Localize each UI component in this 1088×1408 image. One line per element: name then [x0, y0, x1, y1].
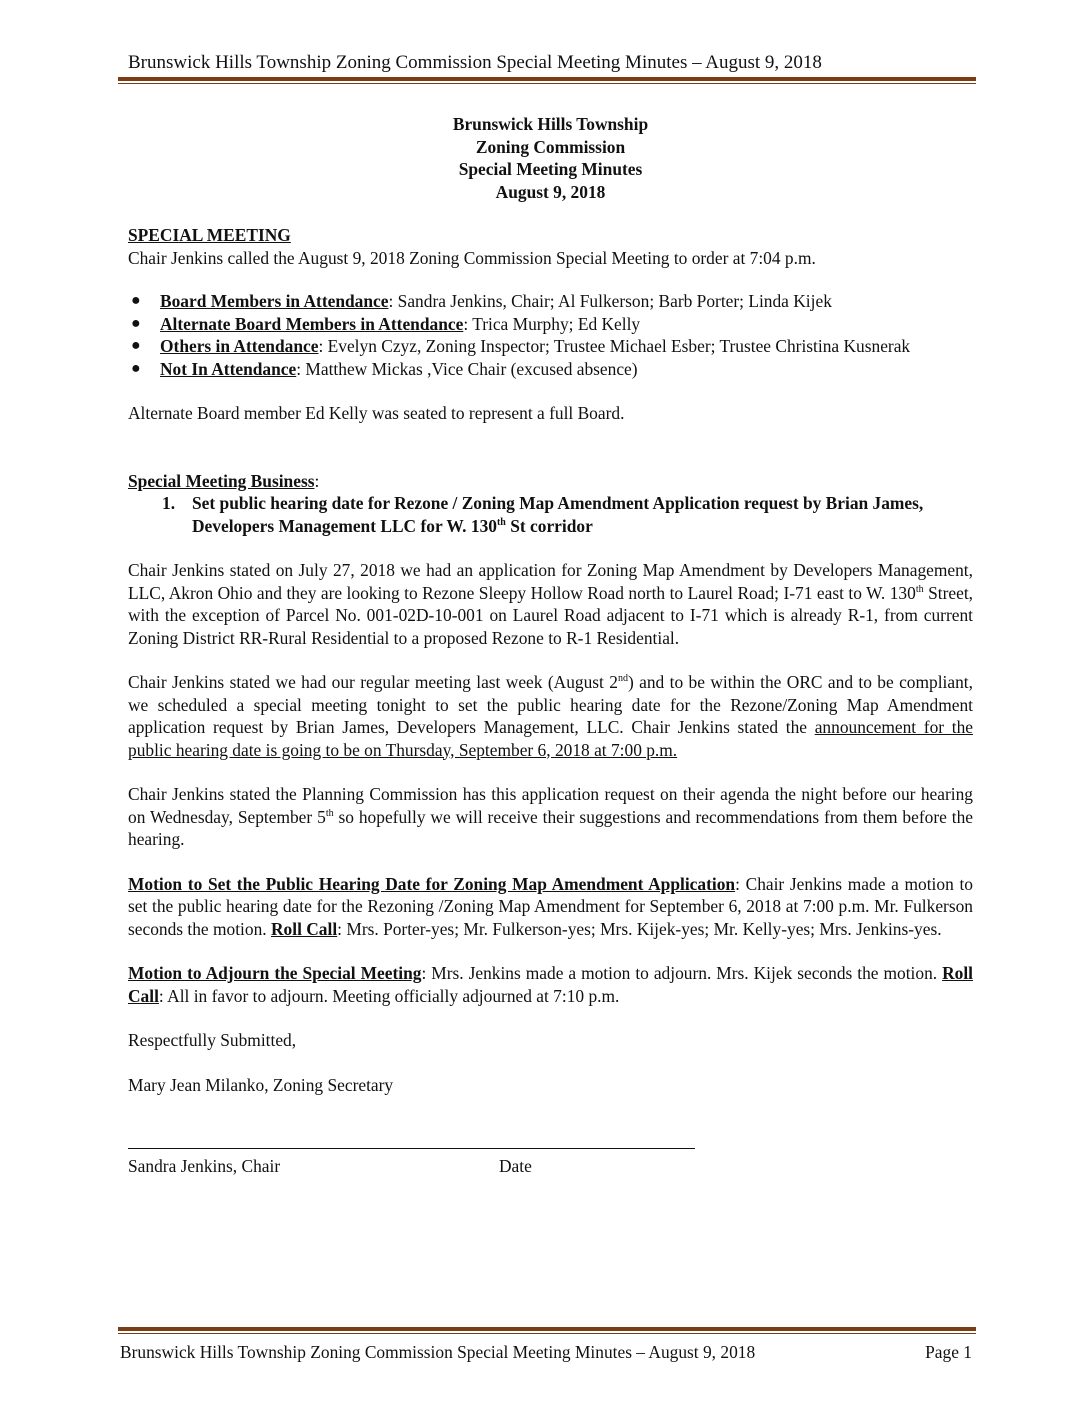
spacer: [128, 649, 973, 671]
header-rule-thin: [118, 83, 976, 84]
item-number: 1.: [162, 493, 176, 513]
secretary-name: Mary Jean Milanko, Zoning Secretary: [128, 1074, 394, 1095]
attendance-text: : Trica Murphy; Ed Kelly: [463, 313, 641, 334]
superscript: nd: [617, 673, 628, 685]
spacer: [128, 425, 973, 470]
spacer: [128, 761, 973, 783]
hearing-announcement: announcement for the public hearing date is going to be on Thursday, September 6, 2018 at 7:00 p.m.: [128, 717, 973, 760]
footer-rule-thin: [118, 1333, 976, 1334]
business-heading-line: [128, 470, 973, 493]
signature-date-label: Date: [499, 1156, 532, 1176]
paragraph-regular-meeting: [128, 671, 973, 761]
paragraph-text: Street, with the exception of Parcel No. 001-02D-10-001 on Laurel Road adjacent to I-71 which is already R-1, from current Zoning District RR-Rural Residential to a proposed Rezone to R-1 Residential.: [128, 582, 973, 648]
motion-text: : Chair Jenkins made a motion to set the public hearing date for the Rezoning /Zoning Map Amendment for September 6, 2018 at 7:00 p.m. Mr. Fulkerson seconds the motion.: [128, 873, 973, 939]
document-title: [128, 113, 973, 203]
page-number: Page 1: [925, 1342, 972, 1362]
document-body: [128, 113, 973, 1179]
motion-label: Motion to Adjourn the Special Meeting: [128, 963, 422, 983]
paragraph-text: ) and to be within the ORC and to be compliant, we scheduled a special meeting tonight to set the public hearing date for the Rezone/Zoning Map Amendment application request by Brian James, Developers Management, LLC. Chair Jenkins stated the: [128, 672, 973, 737]
attendance-text: : Sandra Jenkins, Chair; Al Fulkerson; Barb Porter; Linda Kijek: [388, 291, 832, 311]
title-commission: Zoning Commission: [475, 136, 626, 157]
title-date: August 9, 2018: [495, 181, 606, 202]
superscript: th: [915, 583, 924, 595]
item-text: Set public hearing date for Rezone / Zoning Map Amendment Application request by Brian James, Developers Management LLC for W. 130: [192, 493, 924, 536]
bullet-icon: ●: [131, 292, 141, 309]
attendance-list: [128, 290, 973, 380]
attendance-alternate-members: [128, 313, 973, 336]
motion-text: : Mrs. Jenkins made a motion to adjourn. Mrs. Kijek seconds the motion.: [421, 963, 943, 983]
business-item-1: [128, 492, 973, 537]
attendance-label: Not In Attendance: [160, 358, 297, 379]
running-footer: Brunswick Hills Township Zoning Commission Special Meeting Minutes – August 9, 2018: [120, 1342, 756, 1362]
footer-rule-thick: [118, 1327, 976, 1331]
bullet-icon: ●: [131, 359, 141, 377]
attendance-label: Alternate Board Members in Attendance: [160, 313, 464, 334]
attendance-others: [128, 335, 973, 358]
signature-labels: [128, 1155, 973, 1179]
motion-public-hearing: [128, 873, 973, 941]
special-meeting-heading: SPECIAL MEETING: [128, 225, 291, 245]
signature-line: [128, 1136, 695, 1149]
motion-adjourn: [128, 962, 973, 1007]
paragraph-text: so hopefully we will receive their suggestions and recommendations from them before the hearing.: [128, 806, 973, 849]
spacer: [128, 537, 973, 559]
paragraph-text: Chair Jenkins stated we had our regular meeting last week (August 2: [128, 672, 618, 692]
paragraph-text: Chair Jenkins stated on July 27, 2018 we had an application for Zoning Map Amendment by Developers Management, LLC, Akron Ohio and they are looking to Rezone Sleepy Hollow Road north to Laurel Road; I-71 east to W. 130: [128, 560, 973, 603]
attendance-not-in-attendance: [128, 358, 973, 381]
bullet-icon: ●: [131, 314, 141, 332]
attendance-text: : Matthew Mickas ,Vice Chair (excused absence): [296, 358, 638, 379]
title-township: Brunswick Hills Township: [452, 114, 649, 134]
respectfully-submitted: Respectfully Submitted,: [128, 1030, 297, 1050]
attendance-board-members: [128, 290, 973, 313]
business-heading-colon: :: [314, 470, 320, 491]
roll-call-label: Roll Call: [128, 963, 974, 1006]
signer-name: Sandra Jenkins, Chair: [128, 1156, 281, 1176]
spacer: [128, 1052, 973, 1074]
paragraph-planning-commission: [128, 783, 973, 851]
item-text-end: St corridor: [505, 515, 593, 536]
motion-label: Motion to Set the Public Hearing Date for Zoning Map Amendment Application: [128, 873, 736, 894]
seated-note: Alternate Board member Ed Kelly was seated to represent a full Board.: [128, 403, 625, 423]
business-items: [128, 492, 973, 537]
spacer: [128, 940, 973, 962]
superscript: th: [325, 807, 334, 819]
spacer: [128, 1007, 973, 1029]
attendance-label: Others in Attendance: [160, 336, 319, 356]
header-rule-thick: [118, 77, 976, 81]
attendance-text: : Evelyn Czyz, Zoning Inspector; Trustee Michael Esber; Trustee Christina Kusnerak: [318, 336, 911, 356]
spacer: [128, 380, 973, 402]
attendance-label: Board Members in Attendance: [160, 291, 389, 311]
paragraph-text: Chair Jenkins stated the Planning Commission has this application request on their agenda the night before our hearing on Wednesday, September 5: [128, 784, 973, 827]
title-minutes: Special Meeting Minutes: [458, 159, 643, 179]
roll-call-label: Roll Call: [270, 918, 338, 939]
paragraph-application: [128, 559, 973, 649]
running-header: Brunswick Hills Township Zoning Commission Special Meeting Minutes – August 9, 2018: [128, 52, 822, 73]
spacer: [128, 851, 973, 873]
bullet-icon: ●: [131, 337, 141, 354]
item-superscript: th: [496, 516, 506, 528]
roll-call-text: : Mrs. Porter-yes; Mr. Fulkerson-yes; Mrs. Kijek-yes; Mr. Kelly-yes; Mrs. Jenkins-yes.: [337, 918, 942, 939]
roll-call-text: : All in favor to adjourn. Meeting officially adjourned at 7:10 p.m.: [158, 985, 620, 1006]
call-to-order: Chair Jenkins called the August 9, 2018 Zoning Commission Special Meeting to order at 7:04 p.m.: [128, 247, 816, 268]
business-heading: Special Meeting Business: [128, 470, 315, 491]
